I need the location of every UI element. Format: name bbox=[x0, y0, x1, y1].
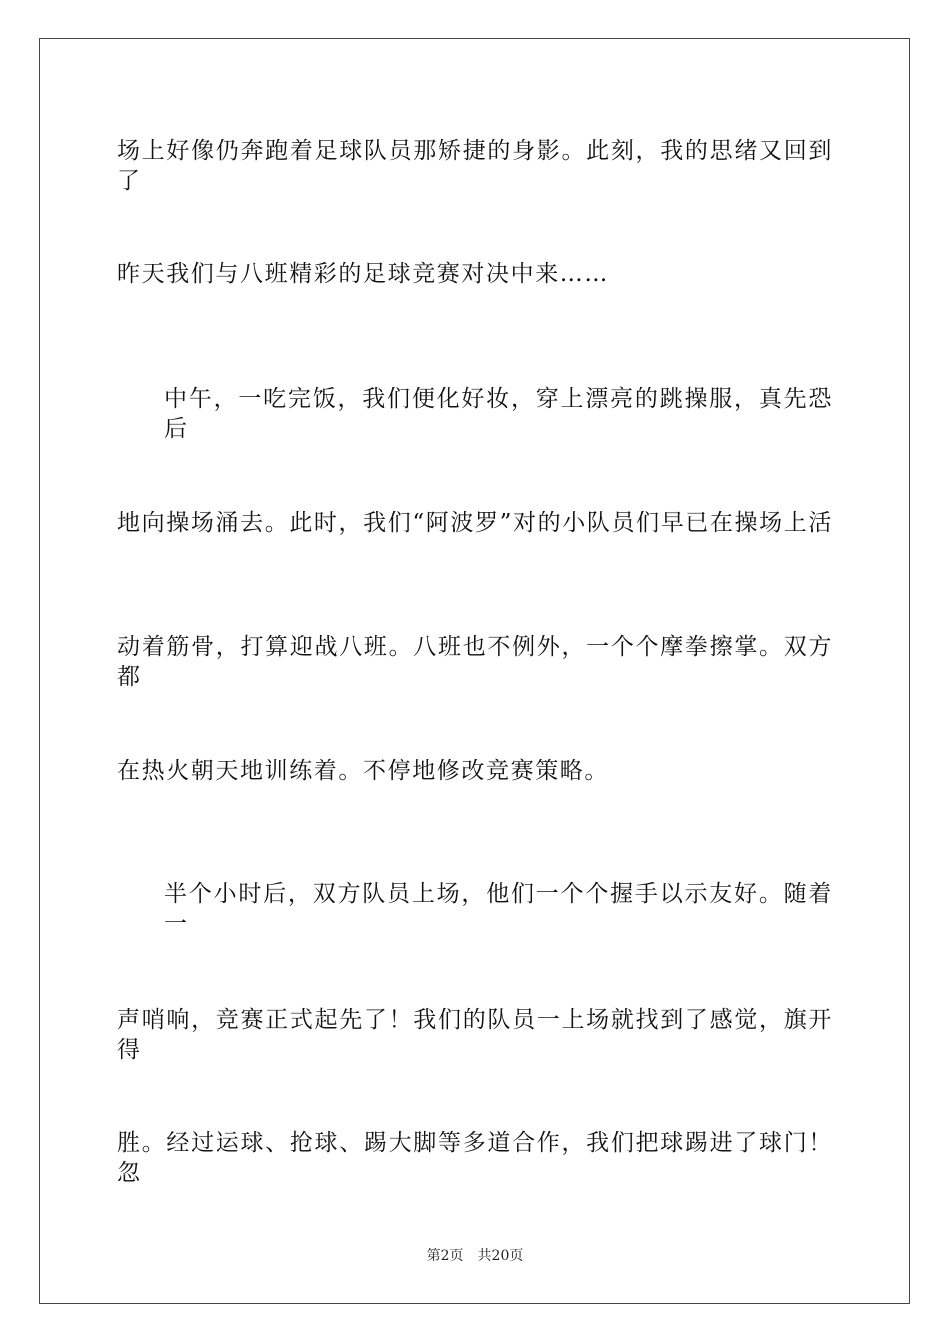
text-line: 中午，一吃完饭，我们便化好妆，穿上漂亮的跳操服，真先恐后 bbox=[164, 386, 833, 442]
page-border bbox=[39, 38, 910, 1304]
text-line: 胜。经过运球、抢球、踢大脚等多道合作，我们把球踢进了球门！忽 bbox=[117, 1130, 833, 1186]
text-line: 在热火朝天地训练着。不停地修改竞赛策略。 bbox=[117, 758, 609, 784]
text-line: 动着筋骨，打算迎战八班。八班也不例外，一个个摩拳擦掌。双方都 bbox=[117, 634, 833, 690]
page-number: 第2页 bbox=[426, 1248, 464, 1264]
text-line: 场上好像仍奔跑着足球队员那矫捷的身影。此刻，我的思绪又回到了 bbox=[117, 138, 833, 194]
total-pages: 共20页 bbox=[477, 1248, 524, 1264]
text-line: 声哨响，竞赛正式起先了！我们的队员一上场就找到了感觉，旗开得 bbox=[117, 1007, 833, 1063]
text-line: 半个小时后，双方队员上场，他们一个个握手以示友好。随着一 bbox=[164, 881, 833, 937]
text-line: 昨天我们与八班精彩的足球竞赛对决中来…… bbox=[117, 261, 609, 287]
page-footer bbox=[0, 1246, 950, 1266]
text-line: 地向操场涌去。此时，我们“阿波罗”对的小队员们早已在操场上活 bbox=[117, 510, 833, 536]
